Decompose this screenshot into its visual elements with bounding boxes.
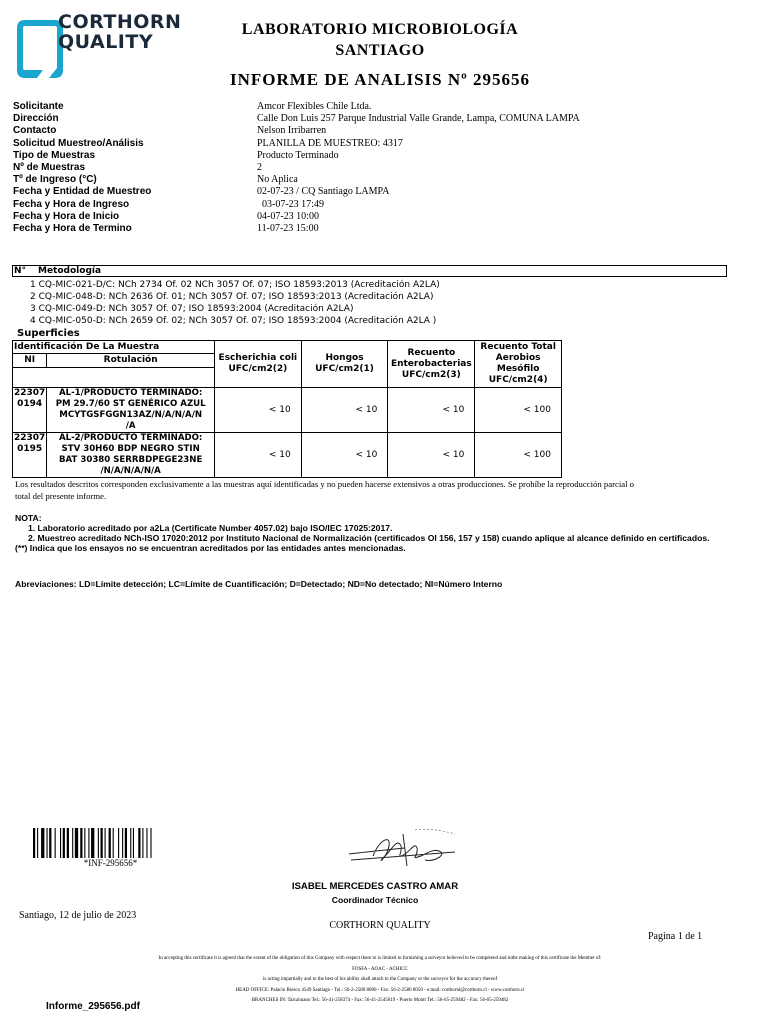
notes-title: NOTA: — [15, 513, 42, 523]
info-row: Nº de Muestras 2 — [13, 161, 262, 173]
page-number: Pagina 1 de 1 — [648, 931, 703, 942]
disclaimer: Los resultados descritos corresponden exclusivamente a las muestras aquí identificadas y no pueden hacerse extensivos a otras producciones. Se prohíbe la reproducción parcial o total del presente informe. — [15, 479, 635, 501]
info-row: Tipo de Muestras Producto Terminado — [13, 149, 339, 161]
ni-value: 22307 0195 — [13, 433, 47, 478]
company-name: CORTHORN QUALITY — [329, 920, 431, 931]
table-row — [13, 388, 562, 433]
logo-text: CORTHORN QUALITY — [58, 11, 182, 53]
hongos-value: < 10 — [301, 433, 388, 478]
note-item: 1. Laboratorio acreditado por a2La (Certificate Number 4057.02) bajo ISO/IEC 17025:2017. — [28, 523, 393, 533]
info-row: Fecha y Hora de Ingreso 03-07-23 17:49 — [13, 198, 324, 210]
signature-icon — [345, 826, 460, 874]
entero-value: < 10 — [388, 433, 475, 478]
barcode-text: *INF-295656* — [83, 858, 138, 868]
info-row: Dirección Calle Don Luis 257 Parque Industrial Valle Grande, Lampa, COMUNA LAMPA — [13, 113, 580, 125]
rotulacion-value: AL-2/PRODUCTO TERMINADO: STV 30H60 BDP NEGRO STIN BAT 30380 SERRBDPEGE23NE /N/A/N/A/N/A — [47, 433, 215, 478]
signatory-name: ISABEL MERCEDES CASTRO AMAR — [291, 881, 459, 892]
lab-city: SANTIAGO — [335, 42, 425, 59]
report-title: INFORME DE ANALISIS Nº 295656 — [229, 70, 531, 89]
col-rotulacion: Rotulación — [47, 354, 215, 368]
col-ecoli: Escherichia coli UFC/cm2(2) — [215, 341, 302, 388]
col-hongos: Hongos UFC/cm2(1) — [301, 341, 388, 388]
request-info — [13, 101, 633, 235]
col-enterobacterias: Recuento Enterobacterias UFC/cm2(3) — [388, 341, 475, 388]
methodology-item: 1 CQ-MIC-021-D/C: NCh 2734 Of. 02 NCh 3057 Of. 07; ISO 18593:2013 (Acreditación A2LA) — [30, 280, 440, 290]
barcode-icon — [33, 828, 188, 858]
note-item: 2. Muestreo acreditado NCh-ISO 17020:2012 por Instituto Nacional de Normalización (certificados OI 156, 157 y 158) cuando aplique al alcance definido en certificados. — [28, 533, 710, 543]
info-row: Fecha y Entidad de Muestreo 02-07-23 / CQ Santiago LAMPA — [13, 186, 390, 198]
rotulacion-value: AL-1/PRODUCTO TERMINADO: PM 29.7/60 ST GENÉRICO AZUL MCYTGSFGGN13AZ/N/A/N/A/N /A — [47, 388, 215, 433]
methodology-item: 4 CQ-MIC-050-D: NCh 2659 Of. 02; NCh 3057 Of. 07; ISO 18593:2004 (Acreditación A2LA ) — [30, 316, 437, 326]
info-row: Tº de Ingreso (°C) No Aplica — [13, 174, 298, 186]
footer: In accepting this certificate it is agreed that the extent of the obligation of this Company with respect there to is limited to furnishing a surveyor believed to be competend and inthe making of this certificate the Member of: FOSFA - AOAC - ACHICC is acting impartially and to the best of his ability shall attach to the Company or the surveyor for the accuracy thereof HEAD OFFICE: Palacio Riesco 4549 Santiago - Tel.: 56-2-2580 8000 - Fax: 56-2-2580 8050 - e.mail: corthornl@corthorn.cl - www.corthorn.cl BRANCHES IN: Talcahuano Tel.: 56-41-258374 - Fax: 56-41-2545619 - Puerto Montt Tel.: 56-65-259482 - Fax: 56-65-259482 — [158, 956, 602, 1003]
methodology-item: 2 CQ-MIC-048-D: NCh 2636 Of. 01; NCh 3057 Of. 07; ISO 18593:2013 (Acreditación A2LA) — [30, 292, 434, 302]
methodology-list — [30, 279, 440, 327]
ni-value: 22307 0194 — [13, 388, 47, 433]
signatory-role: Coordinador Técnico — [331, 895, 419, 905]
col-ni: NI — [13, 354, 47, 368]
section-title: Superficies — [17, 328, 80, 339]
ecoli-value: < 10 — [215, 433, 302, 478]
note-extra: (**) Indica que los ensayos no se encuentran acreditados por las entidades antes mencionadas. — [15, 543, 406, 553]
info-row: Solicitud Muestreo/Análisis PLANILLA DE MUESTREO: 4317 — [13, 137, 403, 149]
ecoli-value: < 10 — [215, 388, 302, 433]
hongos-value: < 10 — [301, 388, 388, 433]
info-row: Solicitante Amcor Flexibles Chile Ltda. — [13, 101, 372, 112]
results-table — [12, 340, 562, 478]
col-aerobios: Recuento Total Aerobios Mesófilo UFC/cm2(4) — [475, 341, 562, 388]
methodology-item: 3 CQ-MIC-049-D: NCh 3057 Of. 07; ISO 18593:2004 (Acreditación A2LA) — [30, 304, 354, 314]
aerobios-value: < 100 — [475, 388, 562, 433]
info-row: Fecha y Hora de Termino 11-07-23 15:00 — [13, 222, 319, 234]
abbreviations: Abreviaciones: LD=Límite detección; LC=Límite de Cuantificación; D=Detectado; ND=No detectado; NI=Número Interno — [15, 579, 503, 589]
info-row: Contacto Nelson Irribarren — [13, 125, 327, 137]
ident-header: Identificación De La Muestra — [13, 341, 215, 354]
methodology-header: N° Metodología — [12, 265, 727, 277]
lab-name: LABORATORIO MICROBIOLOGÍA — [241, 21, 519, 38]
issue-date: Santiago, 12 de julio de 2023 — [19, 910, 137, 921]
notes — [15, 513, 710, 553]
info-row: Fecha y Hora de Inicio 04-07-23 10:00 — [13, 210, 319, 222]
table-row — [13, 433, 562, 478]
file-name: Informe_295656.pdf — [46, 1001, 140, 1012]
aerobios-value: < 100 — [475, 433, 562, 478]
entero-value: < 10 — [388, 388, 475, 433]
